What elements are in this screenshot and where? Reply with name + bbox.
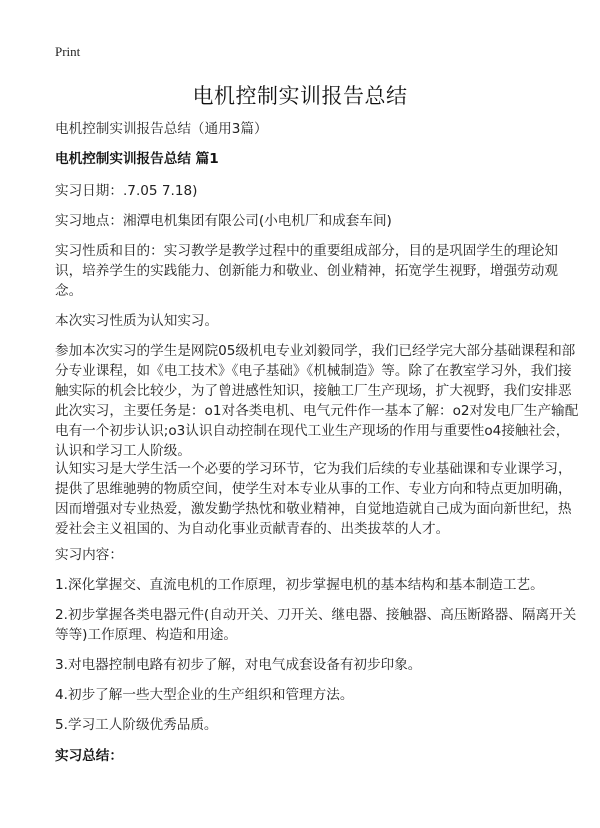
participants-paragraph: 参加本次实习的学生是网院05级机电专业刘毅同学，我们已经学完大部分基础课程和部分专业课程，如《电工技术》《电子基础》《机械制造》等。除了在教室学习外，我们接触实际的机会比较少，为了曾进感性知识，接触工厂生产现场，扩大视野，我们安排恶此次实习，主要任务是：o1对各类电机、电气元件作一基本了解：o2对发电厂生产输配电有一个初步认识;o3认识自动控制在现代工业生产现场的作用与重要性o4接触社会，认识和学习工人阶级。: [55, 343, 579, 459]
section-heading: 电机控制实训报告总结 篇1: [55, 151, 219, 167]
content-item: 3.对电器控制电路有初步了解，对电气成套设备有初步印象。: [55, 657, 422, 673]
content-heading: 实习内容：: [55, 547, 123, 563]
date-line: 实习日期：.7.05 7.18): [55, 183, 198, 199]
cognition-paragraph: 认知实习是大学生活一个必要的学习环节，它为我们后续的专业基础课和专业课学习，提供了思维驰骋的物质空间，使学生对本专业从事的工作、专业方向和特点更加明确，因而增强对专业热爱，激发勤学热忱和敬业精神，自觉地造就自己成为面向新世纪，热爱社会主义祖国的、为自动化事业贡献青春的、出类拔萃的人才。: [55, 461, 572, 537]
document-subtitle: 电机控制实训报告总结（通用3篇）: [55, 121, 268, 137]
purpose-paragraph: 实习性质和目的：实习教学是教学过程中的重要组成部分，目的是巩固学生的理论知识，培养学生的实践能力、创新能力和敬业、创业精神，拓宽学生视野，增强劳动观念。: [55, 243, 558, 299]
location-line: 实习地点：湘潭电机集团有限公司(小电机厂和成套车间): [55, 213, 392, 229]
content-item: 2.初步掌握各类电器元件(自动开关、刀开关、继电器、接触器、高压断路器、隔离开关等等)工作原理、构造和用途。: [55, 607, 577, 643]
summary-heading: 实习总结：: [55, 748, 123, 764]
content-item: 4.初步了解一些大型企业的生产组织和管理方法。: [55, 687, 354, 703]
page-title: 电机控制实训报告总结: [192, 84, 408, 108]
content-item: 5.学习工人阶级优秀品质。: [55, 717, 218, 733]
content-item: 1.深化掌握交、直流电机的工作原理，初步掌握电机的基本结构和基本制造工艺。: [55, 577, 544, 593]
nature-line: 本次实习性质为认知实习。: [55, 313, 219, 329]
print-label[interactable]: Print: [55, 44, 81, 59]
